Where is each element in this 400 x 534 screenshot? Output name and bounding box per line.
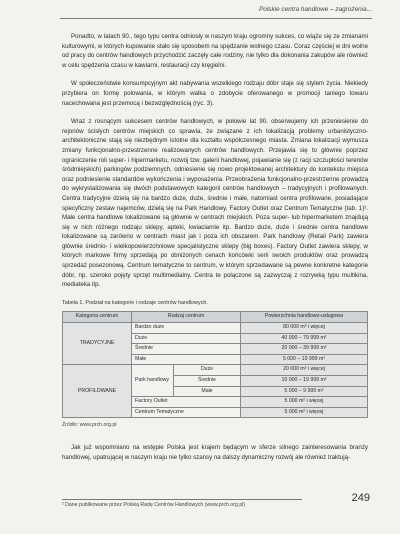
running-title: Polskie centra handlowe – zagrożenia... — [259, 6, 372, 13]
table-caption: Tabela 1. Podział na kategorie i rodzaje centrów handlowych. — [62, 299, 208, 306]
area-cell: 40 000 – 79 999 m² — [241, 333, 368, 344]
table-header-cell: Powierzchnia handlowo-usługowa — [241, 312, 368, 323]
area-cell: 5 000 m² i więcej — [241, 407, 368, 418]
type-cell: Bardzo duże — [132, 323, 241, 334]
category-cell: TRADYCYJNE — [63, 323, 132, 365]
area-cell: 20 000 m² i więcej — [241, 365, 368, 376]
type-cell: Centrum Tematyczne — [132, 407, 241, 418]
area-cell: 5 000 – 9 999 m² — [241, 386, 368, 397]
type-cell: Factory Outlet — [132, 397, 241, 408]
page-number: 249 — [351, 492, 370, 504]
type-cell: Średnie — [132, 344, 241, 355]
running-header — [60, 6, 372, 19]
paragraph: Jak już wspomniano na wstępie Polska jest krajem będącym w sferze silnego zainteresowania branży handlowej, upatrującej w naszym kraju nie tylko szansy na dalszy dynamiczny rozwój ale również traktują- — [62, 443, 368, 461]
area-cell: 10 000 – 19 999 m² — [241, 376, 368, 387]
area-cell: 5 000 – 19 999 m² — [241, 354, 368, 365]
table-row — [63, 323, 368, 334]
size-cell: Duże — [174, 365, 241, 376]
table-header-cell: Kategoria centrum — [63, 312, 132, 323]
type-cell: Duże — [132, 333, 241, 344]
size-cell: Średnie — [174, 376, 241, 387]
table-source: Źródło: www.prch.org.pl — [62, 422, 117, 429]
type-cell: Park handlowy — [132, 365, 174, 397]
paragraph: Ponadto, w latach 90., tego typu centra odniosły w naszym kraju ogromny sukces, co wiąże się ze zmianami kulturowymi, w których kupowanie stało się sposobem na spędzanie wolnego czasu. Coraz częściej w dni wolne od pracy do centrów handlowych przychodzić zaczęły całe rodziny, nie tylko dla dokonania zakupów ale również w celu spędzenia czasu w kawiarni, restauracji czy kręgielni. — [62, 33, 368, 69]
paragraph: Wraz z rosnącym sukcesem centrów handlowych, w połowie lat 90. obserwujemy ich przeniesienie do rejonów ścisłych centrów miejskich co sprawia, że związane z ich lokalizacją problemy urbanistyczno-architektoniczne stają się niezbędnym istotne dla kształtu współczesnego miasta. Zmiana lokalizacji wymusza zmiany funkcjonalno-przestrzenne realizowanych centrów handlowych. Przejawia się to głównie poprzez ograniczenie roli super- i hipermarketu, rozwój tzw. galerii handlowej, pojawianie się (z racji szczupłości terenów śródmiejskich) parkingów podziemnych, odniesienie się nowo projektowanej architektury do kontekstu miejsca oraz podniesienie standardów wykończenia i wyposażenia. Przeobrażenia funkcjonalno-przestrzenne prowadzą do wykrystalizowania się dwóch podstawowych kategorii centrów handlowych – tradycyjnych i profilowanych. Centra tradycyjne dzielą się na bardzo duże, duże, średnie i małe, natomiast centra profilowane, posiadające specyficzny zestaw najemców, dzielą się na Park Handlowy, Factory Outlet oraz Centrum Tematyczne (tab. 1)². Małe centra handlowe lokalizowane są głównie w centrach miejskich. Poza super- lub hipermarketem znajdują się w nich różnego rodzaju sklepy, apteki, kwiaciarnie itp. Bardzo duże, duże i średnie centra handlowe lokalizowane są zarówno w centrach miast jak i poza ich obszarem. Park handlowy (Retail Park) zawiera głównie średnio- i wielkopowierzchniowe specjalistyczne sklepy (big boxes). Factory Outlet zawiera sklepy, w których markowe firmy sprzedają po obniżonych cenach końcówki serii swoich produktów oraz prowadzą sprzedaż posezonową. Centrum tematyczne to centrum, w którym sprzedawane są pewne konkretne kategorie dóbr, np. szeroko pojęty sprzęt multimedialny. Centra te polączone są zazwyczaj z rozrywką typu multikina, mediateka itp. — [62, 118, 368, 289]
categories-table — [62, 311, 368, 418]
area-cell: 5 000 m² i więcej — [241, 397, 368, 408]
type-cell: Małe — [132, 354, 241, 365]
table-header-cell: Rodzaj centrum — [132, 312, 241, 323]
category-cell: PROFILOWANE — [63, 365, 132, 418]
size-cell: Małe — [174, 386, 241, 397]
area-cell: 20 000 – 39 999 m² — [241, 344, 368, 355]
table-row — [63, 365, 368, 376]
table-header-row — [63, 312, 368, 323]
paragraph: W społeczeństwie konsumpcyjnym akt nabywania wszelkiego rodzaju dóbr staje się stylem życia. Niekiedy przybiera on formę polowania, w którym walka o zdobycie oferowanego w promocji taniego towaru nacechowana jest przemocą i bezwzględnością (ryc. 3). — [62, 80, 368, 107]
body-text — [62, 32, 368, 471]
area-cell: 80 000 m² i więcej — [241, 323, 368, 334]
footnote: ² Dane publikowane przez Polską Radę Centrów Handlowych (www.prch.org.pl) — [62, 499, 302, 508]
